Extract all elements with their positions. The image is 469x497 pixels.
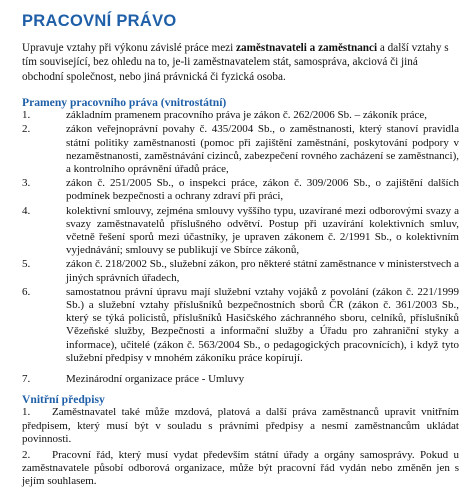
paragraph-text: Pracovní řád, který musí vydat především státní úřady a orgány samosprávy. Pokud u zaměstnavatele působí odborová organizace, může být pracovní řád vydán nebo změněn jen s jejím souhlasem. [22,448,459,488]
section-heading-internal: Vnitřní předpisy [22,393,105,407]
list-item-text: zákon č. 218/2002 Sb., služební zákon, pro některé státní zaměstnance v ministerstvech a jiných správních úřadech, [66,258,459,284]
list-item-number: 5. [22,258,31,271]
list-item [22,123,459,176]
internal-section [22,393,459,488]
list-item [22,286,459,365]
list-item-number: 3. [22,177,31,190]
internal-paragraph [22,449,459,489]
intro-paragraph [22,41,459,84]
intro-text-end: a další vztahy s tím související, bez ohledu na to, je-li zaměstnavatelem stát, samosprávа, akciová či jiná obchodní společnost, nebo jiná právnická či fyzická osoba. [22,42,449,83]
list-item-text: zákon č. 251/2005 Sb., o inspekci práce, zákon č. 309/2006 Sb., o zajištění dalších podmínek bezpečnosti a ochrany zdraví při práci, [66,177,459,203]
list-item-number: 4. [22,204,31,217]
list-item [22,373,459,386]
list-item-text: Mezinárodní organizace práce - Umluvy [66,373,245,386]
list-item-text: zákon veřejnoprávní povahy č. 435/2004 Sb., o zaměstnanosti, který stanoví pravidla státní politiky zaměstnanosti (pomoc při zajištění zaměstnání, poskytování podpory v nezaměstnanosti, zaměstnávání cizinců, zabezpečení rovného zacházení se zaměstnanci), a kontrolního oprávnění úřadů práce, [66,123,459,176]
list-item-number: 1. [22,109,31,122]
list-item [22,205,459,258]
paragraph-number: 1. [22,406,31,419]
list-item-number: 6. [22,285,31,298]
list-item-text: kolektivní smlouvy, zejména smlouvy vyššího typu, uzavírané mezi odborovými svazy a svazy zaměstnavatelů příslušného odvětví. Postup při uzavírání kolektivních smluv, včetně řešení sporů mezi účastníky, je upraven zákonem č. 2/1991 Sb., o kolektivním vyjednávání; smlouvy se publikují ve Sbírce zákonů, [66,204,459,257]
list-item-text: samostatnou právní úpravu mají služební vztahy vojáků z povolání (zákon č. 221/1999 Sb.) a služební vztahy příslušníků bezpečnostních sborů ČR (zákon č. 361/2003 Sb., který se týká policistů, příslušníků Hasičského záchranného sboru, celníků, příslušníků Vězeňské služby, Bezpečnosti a informační služby a Úřadu pro zahraniční styky a informace), učitelé (zákon č. 563/2004 Sb., o pedagogických pracovnících), i když tyto služební předpisy v mnohém zákoníku práce kopírují. [66,285,459,364]
sources-list [22,109,459,386]
intro-bold-text: zaměstnavateli a zaměstnanci [236,42,378,54]
paragraph-text: Zaměstnavatel také může mzdová, platová a další práva zaměstnanců upravit vnitřním předpisem, který musí být v souladu s právními předpisy a nesmí zaměstnancům ukládat povinnosti. [22,406,459,446]
list-item [22,109,459,122]
internal-paragraph [22,406,459,446]
list-item [22,258,459,284]
list-item-text: základním pramenem pracovního práva je zákon č. 262/2006 Sb. – zákoník práce, [66,109,428,122]
page-title: PRACOVNÍ PRÁVO [22,12,177,30]
intro-text-start: Upravuje vztahy při výkonu závislé práce mezi [22,42,237,54]
list-item [22,177,459,203]
paragraph-number: 2. [22,448,31,461]
section-heading-sources: Prameny pracovního práva (vnitrostátní) [22,96,227,110]
list-item-number: 2. [22,123,31,136]
list-item-number: 7. [22,373,31,386]
